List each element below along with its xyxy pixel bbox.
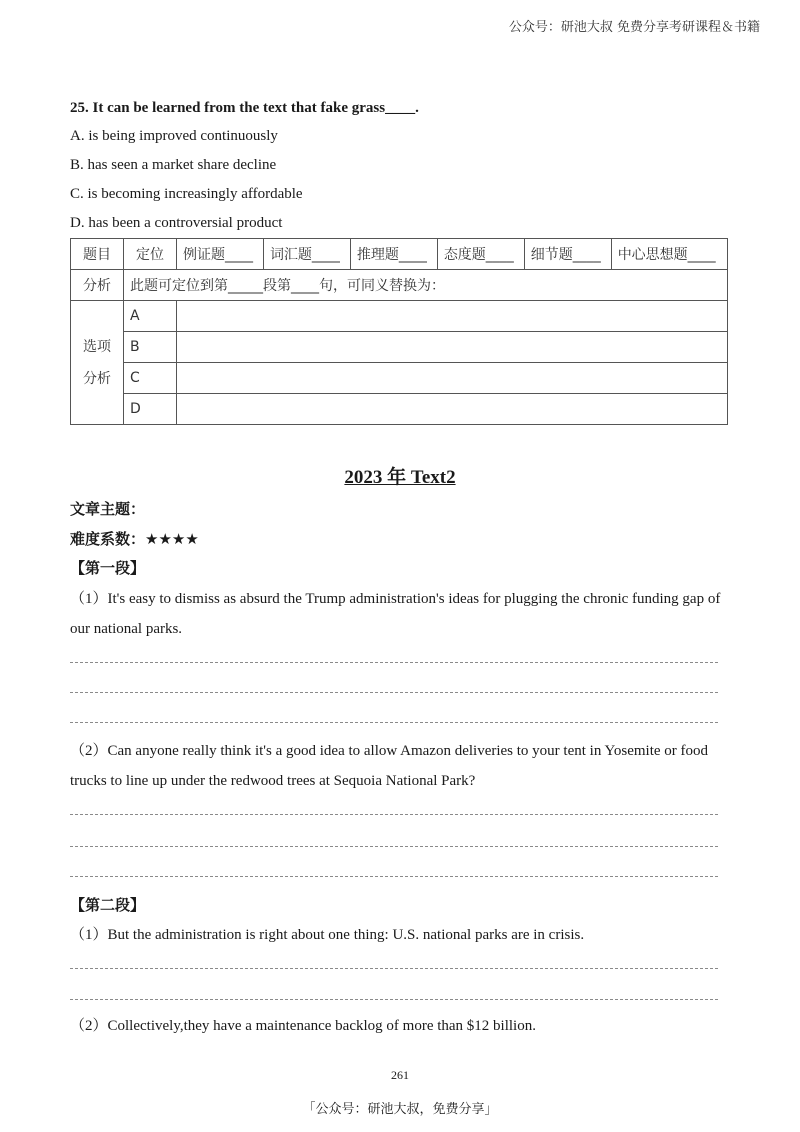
option-b: B. has seen a market share decline (70, 157, 277, 173)
page-header: 公众号：研池大叔 免费分享考研课程＆书籍 (508, 20, 760, 35)
option-letter-a: A (124, 301, 177, 332)
option-letter-c: C (124, 363, 177, 394)
answer-line (70, 692, 718, 693)
answer-line (70, 999, 718, 1000)
option-a: A. is being improved continuously (70, 128, 278, 144)
option-b-analysis (177, 332, 728, 363)
theme-label: 文章主题： (70, 500, 146, 518)
option-c-analysis (177, 363, 728, 394)
option-d-analysis (177, 394, 728, 425)
table-row1-label: 题目 (71, 239, 124, 270)
table-row2-label: 分析 (71, 270, 124, 301)
table-cell-vocab: 词汇题____ (263, 239, 350, 270)
table-cell-example: 例证题____ (177, 239, 264, 270)
table-cell-detail: 细节题____ (524, 239, 611, 270)
answer-line (70, 662, 718, 663)
answer-line (70, 968, 718, 969)
para2-label: 【第二段】 (70, 896, 146, 914)
table-cell-inference: 推理题____ (350, 239, 437, 270)
section-title: 2023 年 Text2 (344, 467, 456, 488)
p2-sentence1: （1）But the administration is right about one thing: U.S. national parks are in crisis. (70, 927, 585, 943)
table-cell-attitude: 态度题____ (437, 239, 524, 270)
para1-label: 【第一段】 (70, 559, 146, 577)
option-letter-b: B (124, 332, 177, 363)
options-analysis-label: 选项 分析 (71, 301, 124, 425)
p1-sentence2: （2）Can anyone really think it's a good idea to allow Amazon deliveries to your tent in Yosemite or food trucks to line up under the redwood trees at Sequoia National Park? (70, 743, 709, 789)
answer-line (70, 876, 718, 877)
p1-sentence1: （1）It's easy to dismiss as absurd the Trump administration's ideas for plugging the chronic funding gap of our national parks. (70, 591, 721, 637)
option-letter-d: D (124, 394, 177, 425)
page-number: 261 (391, 1068, 409, 1082)
question-title: 25. It can be learned from the text that fake grass____. (70, 100, 419, 116)
answer-line (70, 722, 718, 723)
page-footer: 「公众号：研池大叔，免费分享」 (302, 1102, 498, 1117)
option-d: D. has been a controversial product (70, 215, 283, 231)
analysis-table (70, 238, 728, 425)
p2-sentence2: （2）Collectively,they have a maintenance backlog of more than $12 billion. (70, 1018, 536, 1034)
table-row2-text: 此题可定位到第_____段第____句，可同义替换为： (124, 270, 728, 301)
difficulty-label: 难度系数：★★★★ (70, 530, 199, 548)
table-cell-location: 定位 (124, 239, 177, 270)
option-a-analysis (177, 301, 728, 332)
answer-line (70, 846, 718, 847)
answer-line (70, 814, 718, 815)
table-cell-main-idea: 中心思想题____ (611, 239, 727, 270)
option-c: C. is becoming increasingly affordable (70, 186, 303, 202)
